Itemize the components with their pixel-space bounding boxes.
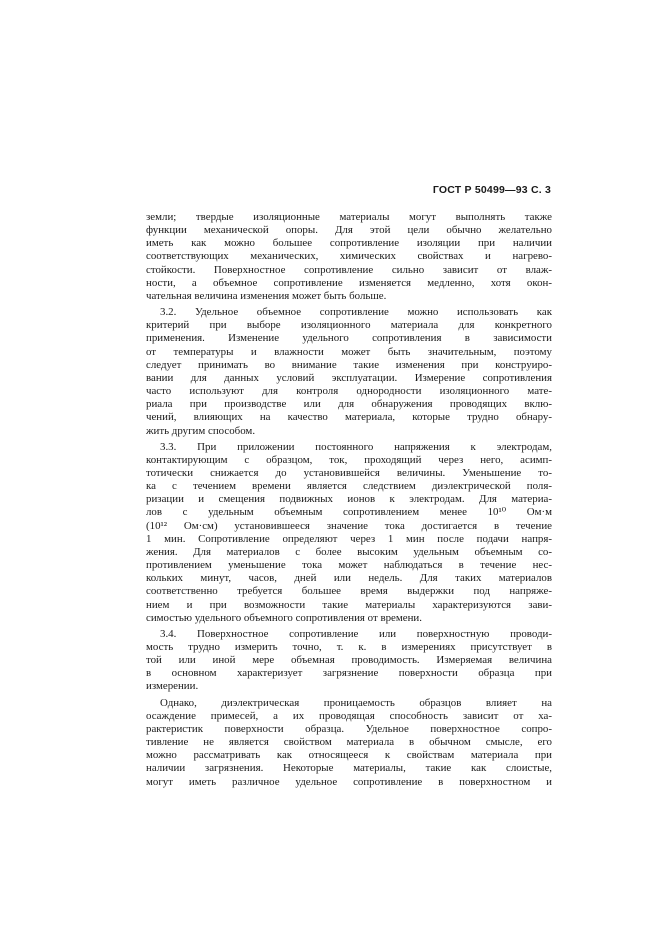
- paragraph-however: [146, 697, 552, 789]
- text-line: 3.4. Поверхностное сопротивление или поверхностную проводи-: [160, 627, 552, 640]
- text-line: чений, влияющих на качество материала, которые трудно обнару-: [146, 411, 552, 424]
- paragraph-3-2: [146, 306, 552, 438]
- text-line: мость трудно измерить точно, т. к. в измерениях присутствует в: [146, 641, 552, 653]
- text-line: земли; твердые изоляционные материалы могут выполнять также: [146, 211, 552, 223]
- text-line: рактеристик поверхности образца. Удельное поверхностное сопро-: [146, 722, 552, 735]
- text-line: жить другим способом.: [146, 424, 256, 437]
- text-line: применения. Изменение удельного сопротивления в зависимости: [146, 332, 552, 345]
- text-line: (10¹² Ом·см) установившееся значение тока достигается в течение: [146, 519, 552, 532]
- text-line: нием и при возможности такие материалы характеризуются зави-: [146, 598, 552, 611]
- text-line: лов с удельным объемным сопротивлением менее 10¹⁰ Ом·м: [146, 506, 552, 519]
- paragraph: [146, 211, 552, 303]
- text-line: противлением уменьшение тока может наблюдаться в течение нес-: [146, 559, 552, 572]
- text-line: следует принимать во внимание такие изменения при конструиро-: [146, 358, 552, 371]
- page-header: ГОСТ Р 50499—93 С. 3: [432, 184, 551, 196]
- text-line: в основном характеризует загрязнение поверхности образца при: [146, 667, 552, 680]
- text-line: 1 мин. Сопротивление определяют через 1 мин после подачи напря-: [146, 532, 552, 545]
- text-line: чательная величина изменения может быть больше.: [146, 289, 387, 302]
- text-line: от температуры и влажности может быть значительным, поэтому: [146, 345, 552, 358]
- text-line: кольких минут, часов, дней или недель. Для таких материалов: [146, 572, 552, 585]
- text-line: ризации и смещения подвижных ионов к электродам. Для материа-: [146, 493, 552, 506]
- text-line: соответствующих механических, химических свойствах и нагрево-: [146, 250, 552, 263]
- text-line: риала при производстве или для обнаружения проводящих вклю-: [146, 398, 552, 411]
- text-line: 3.3. При приложении постоянного напряжения к электродам,: [160, 440, 552, 453]
- text-line: тивление не является свойством материала в обычном смысле, его: [146, 736, 552, 749]
- text-line: тотически снижается до установившейся величины. Уменьшение то-: [146, 466, 552, 479]
- text-line: могут иметь различное удельное сопротивление в поверхностном и: [146, 775, 552, 788]
- text-line: контактирующим с образцом, ток, проходящий через него, асимп-: [146, 453, 552, 466]
- paragraph-3-4: [146, 628, 552, 694]
- text-line: функции механической опоры. Для этой цели обычно желательно: [146, 224, 552, 237]
- text-line: ности, а объемное сопротивление изменяется медленно, хотя окон-: [146, 276, 552, 289]
- text-line: симостью удельного объемного сопротивления от времени.: [146, 611, 422, 624]
- text-line: стойкости. Поверхностное сопротивление сильно зависит от влаж-: [146, 263, 552, 276]
- text-line: иметь как можно большее сопротивление изоляции при наличии: [146, 237, 552, 250]
- text-line: ка с течением времени является следствием диэлектрической поля-: [146, 480, 552, 493]
- text-line: Однако, диэлектрическая проницаемость образцов влияет на: [160, 696, 552, 709]
- document-body: [146, 211, 552, 792]
- text-line: наличии загрязнения. Некоторые материалы, такие как слоистые,: [146, 762, 552, 775]
- text-line: измерении.: [146, 680, 199, 693]
- text-line: часто используют для контроля однородности изоляционного мате-: [146, 385, 552, 398]
- text-line: можно рассматривать как относящееся к свойствам материала при: [146, 749, 552, 762]
- text-line: той или иной мере объемная проводимость. Измеряемая величина: [146, 654, 552, 667]
- text-line: критерий при выборе изоляционного материала для конкретного: [146, 319, 552, 332]
- text-line: 3.2. Удельное объемное сопротивление можно использовать как: [160, 306, 552, 319]
- text-line: соответственно требуется большее время выдержки под напряже-: [146, 585, 552, 598]
- text-line: жения. Для материалов с более высоким удельным объемным со-: [146, 545, 552, 558]
- text-line: вании для данных условий эксплуатации. Измерение сопротивления: [146, 371, 552, 384]
- paragraph-3-3: [146, 441, 552, 625]
- text-line: осаждение примесей, а их проводящая способность зависит от ха-: [146, 709, 552, 722]
